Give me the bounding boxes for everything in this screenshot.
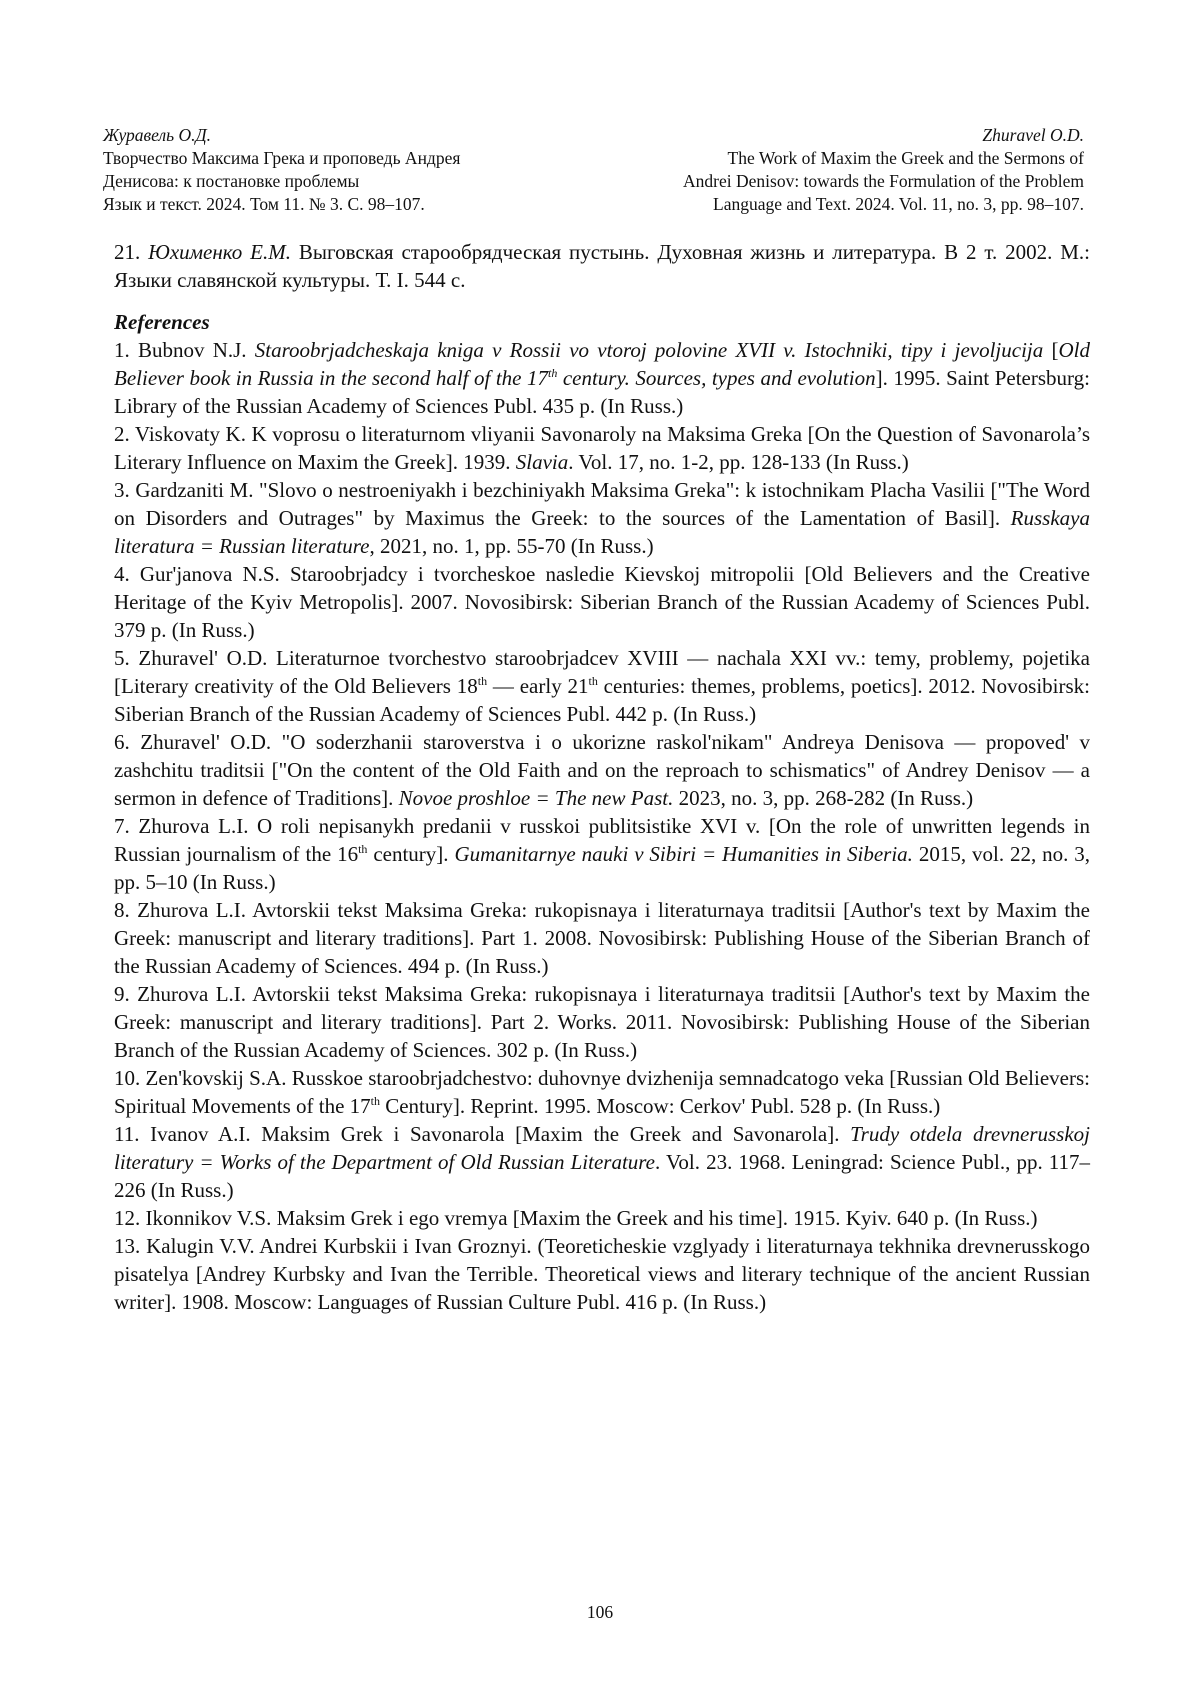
header-citation-en: Language and Text. 2024. Vol. 11, no. 3, pp. 98–107. [713,194,1084,214]
reference-9: 9. Zhurova L.I. Avtorskii tekst Maksima Greka: rukopisnaya i literaturnaya traditsii [Author's text by Maxim the Greek: manuscript and literary traditions]. Part 2. Works. 2011. Novosibirsk: Publishing House of the Siberian Branch of the Russian Academy of Sciences. 302 p. (In Russ.) [114,982,1090,1062]
header-author-ru: Журавель О.Д. [103,125,211,145]
ref1-translation-cont: century. Sources, types and evolution [557,366,876,390]
reference-4: 4. Gur'janova N.S. Staroobrjadcy i tvorcheskoe nasledie Kievskoj mitropolii [Old Believers and the Creative Heritage of the Kyiv Metropolis]. 2007. Novosibirsk: Siberian Branch of the Russian Academy of Sciences Publ. 379 p. (In Russ.) [114,562,1090,642]
ref7-sup: th [358,842,368,856]
ref1-sup: th [547,366,558,380]
reference-3 [114,476,1090,560]
references-heading: References [114,310,210,334]
ref2-text: 2. Viskovaty K. K voprosu o literaturnom vliyanii Savonaroly na Maksima Greka [On the Question of Savonarola’s Literary Influence on Maxim the Greek]. 1939. [114,422,1090,474]
ref5-pub: centuries: themes, problems, poetics]. 2012. Novosibirsk: Siberian Branch of the Russian Academy of Sciences Publ. 442 p. (In Russ.) [114,674,1090,726]
ref-text: Выговская старообрядческая пустынь. Духовная жизнь и литература. В 2 т. 2002. М.: Языки славянской культуры. Т. I. 544 с. [114,240,1091,292]
header-author-en: Zhuravel O.D. [982,125,1084,145]
ref5-text-cont: — early 21 [487,674,589,698]
ref6-pub: 2023, no. 3, pp. 268-282 (In Russ.) [673,786,974,810]
ref10-pub: Century]. Reprint. 1995. Moscow: Cerkov' Publ. 528 p. (In Russ.) [379,1094,941,1118]
ref11-pub: . Vol. 23. 1968. Leningrad: Science Publ., pp. 117–226 (In Russ.) [114,1150,1091,1202]
header-title-en-line1: The Work of Maxim the Greek and the Sermons of [727,148,1084,168]
ref7-text: 7. Zhurova L.I. O roli nepisanykh predanii v russkoi publitsistike XVI v. [On the role of unwritten legends in Russian journalism of the 16 [114,814,1090,866]
ref10-sup: th [370,1094,380,1108]
ref5-sup2: th [588,674,598,688]
reference-5 [114,644,1090,728]
ref-number: 21. [114,240,141,264]
ref3-text: 3. Gardzaniti M. "Slovo o nestroeniyakh i bezchiniyakh Maksima Greka": k istochnikam Placha Vasilii ["The Word on Disorders and Outrages" by Maximus the Greek: to the sources of the Lamentation of Basil]. [114,478,1090,530]
ref1-author: 1. Bubnov N.J. [114,338,247,362]
reference-10 [114,1064,1090,1120]
ref1-title: Staroobrjadcheskaja kniga v Rossii vo vtoroj polovine XVII v. Istochniki, tipy i jevoljucija [254,338,1044,362]
reference-13: 13. Kalugin V.V. Andrei Kurbskii i Ivan Groznyi. (Teoreticheskie vzglyady i literaturnaya tekhnika drevnerusskogo pisatelya [Andrey Kurbsky and Ivan the Terrible. Theoretical views and literary technique of the ancient Russian writer]. 1908. Moscow: Languages of Russian Culture Publ. 416 p. (In Russ.) [114,1234,1090,1314]
header-citation-ru: Язык и текст. 2024. Том 11. № 3. С. 98–107. [103,194,425,214]
ref1-bracket: [ [1051,338,1059,362]
header-title-ru-line1: Творчество Максима Грека и проповедь Андрея [103,148,461,168]
ref10-text: 10. Zen'kovskij S.A. Russkoe staroobrjadchestvo: duhovnye dvizhenija semnadcatogo veka [Russian Old Believers: Spiritual Movements of the 17 [114,1066,1090,1118]
ref3-journal: Russkaya literatura = Russian literature [114,506,1090,558]
reference-8: 8. Zhurova L.I. Avtorskii tekst Maksima Greka: rukopisnaya i literaturnaya traditsii [Author's text by Maxim the Greek: manuscript and literary traditions]. Part 1. 2008. Novosibirsk: Publishing House of the Siberian Branch of the Russian Academy of Sciences. 494 p. (In Russ.) [114,898,1090,978]
ref2-journal: Slavia [515,450,569,474]
russian-reference-21 [114,238,1090,294]
header-title-ru-line2: Денисова: к постановке проблемы [103,171,360,191]
running-header-english [600,124,1084,216]
header-title-en-line2: Andrei Denisov: towards the Formulation of the Problem [683,171,1084,191]
ref5-text: 5. Zhuravel' O.D. Literaturnoe tvorchestvo staroobrjadcev XVIII — nachala XXI vv.: temy, problemy, pojetika [Literary creativity of the Old Believers 18 [114,646,1090,698]
ref6-journal: Novoe proshloe = The new Past. [398,786,674,810]
ref6-text: 6. Zhuravel' O.D. "O soderzhanii staroverstva i o ukorizne raskol'nikam" Andreya Denisova — propoved' v zashchitu traditsii ["On the content of the Old Faith and on the reproach to schismatics" of Andrey Denisov — a sermon in defence of Traditions]. [114,730,1090,810]
ref11-journal: Trudy otdela drevnerusskoj literatury = Works of the Department of Old Russian Literature [114,1122,1091,1174]
ref3-pub: , 2021, no. 1, pp. 55-70 (In Russ.) [369,534,654,558]
ref2-pub: . Vol. 17, no. 1-2, pp. 128-133 (In Russ.) [568,450,909,474]
ref-author: Юхименко Е.М. [148,240,292,264]
ref1-translation: Old Believer book in Russia in the second half of the 17 [114,338,1090,390]
reference-6 [114,728,1090,812]
reference-7 [114,812,1090,896]
reference-1 [114,336,1090,420]
reference-12: 12. Ikonnikov V.S. Maksim Grek i ego vremya [Maxim the Greek and his time]. 1915. Kyiv. 640 p. (In Russ.) [114,1206,1038,1230]
ref11-text: 11. Ivanov A.I. Maksim Grek i Savonarola [Maxim the Greek and Savonarola]. [114,1122,851,1146]
ref5-sup1: th [477,674,488,688]
page-number: 106 [586,1602,614,1622]
running-header-russian [103,124,573,216]
ref7-pub: 2015, vol. 22, no. 3, pp. 5–10 (In Russ.) [114,842,1091,894]
reference-11 [114,1120,1090,1204]
reference-body [114,238,1090,1316]
reference-2 [114,420,1090,476]
ref7-text-cont: century]. [367,842,455,866]
ref1-pub: ]. 1995. Saint Petersburg: Library of the Russian Academy of Sciences Publ. 435 p. (In Russ.) [114,366,1090,418]
ref7-journal: Gumanitarnye nauki v Sibiri = Humanities in Siberia. [454,842,913,866]
